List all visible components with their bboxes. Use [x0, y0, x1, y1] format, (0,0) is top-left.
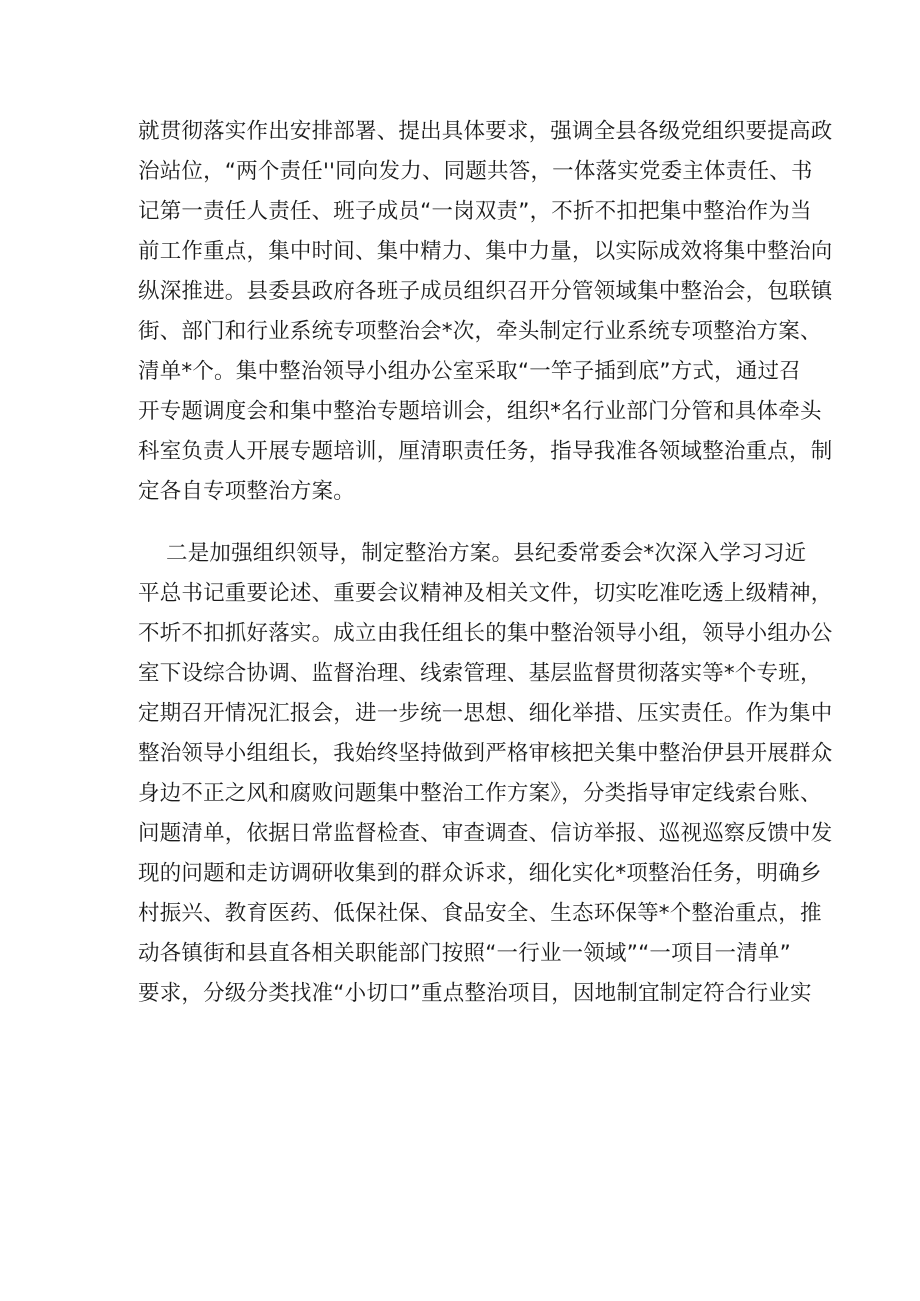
text-line: 平总书记重要论述、重要会议精神及相关文件，切实吃准吃透上级精神，	[138, 581, 833, 606]
paragraph-1	[138, 112, 833, 512]
text-line: 街、部门和行业系统专项整治会*次，牵头制定行业系统专项整治方案、	[138, 319, 822, 344]
text-line: 不圻不扣抓好落实。成立由我任组长的集中整治领导小组，领导小组办公	[138, 621, 833, 646]
text-line: 定各自专项整治方案。	[138, 479, 356, 504]
text-line: 治站位，“两个责任''同向发力、同题共答，一体落实党委主体责任、书	[138, 159, 813, 184]
text-line: 就贯彻落实作出安排部署、提出具体要求，强调全县各级党组织要提高政	[138, 119, 833, 144]
text-line: 开专题调度会和集中整治专题培训会，组织*名行业部门分管和具体牵头	[138, 399, 822, 424]
text-line: 整治领导小组组长，我始终坚持做到严格审核把关集中整治伊县开展群众	[138, 741, 833, 766]
paragraph-2	[138, 534, 833, 1014]
text-line: 纵深推进。县委县政府各班子成员组织召开分管领域集中整治会，包联镇	[138, 279, 833, 304]
text-line: 动各镇街和县直各相关职能部门按照“一行业一领域”“一项目一清单”	[138, 941, 791, 966]
text-line: 科室负责人开展专题培训，厘清职责任务，指导我准各领域整治重点，制	[138, 439, 833, 464]
text-line: 问题清单，依据日常监督检查、审查调查、信访举报、巡视巡察反馈中发	[138, 821, 833, 846]
text-line: 定期召开情况汇报会，进一步统一思想、细化举措、压实责任。作为集中	[138, 701, 833, 726]
text-line: 村振兴、教育医药、低保社保、食品安全、生态环保等*个整治重点，推	[138, 901, 822, 926]
text-line: 室下设综合协调、监督治理、线索管理、基层监督贯彻落实等*个专班，	[138, 661, 822, 686]
text-line: 二是加强组织领导，制定整治方案。县纪委常委会*次深入学习习近	[166, 541, 807, 566]
text-line: 身边不正之风和腐败问题集中整治工作方案》，分类指导审定线索台账、	[138, 781, 822, 806]
text-line: 现的问题和走访调研收集到的群众诉求，细化实化*项整治任务，明确乡	[138, 861, 822, 886]
text-line: 记第一责任人责任、班子成员“一岗双责”，不折不扣把集中整治作为当	[138, 199, 812, 224]
text-line: 前工作重点，集中时间、集中精力、集中力量，以实际成效将集中整治向	[138, 239, 833, 264]
text-line: 要求，分级分类找准“小切口”重点整治项目，因地制宜制定符合行业实	[138, 981, 812, 1006]
text-line: 清单*个。集中整治领导小组办公室采取“一竿子插到底”方式，通过召	[138, 359, 801, 384]
